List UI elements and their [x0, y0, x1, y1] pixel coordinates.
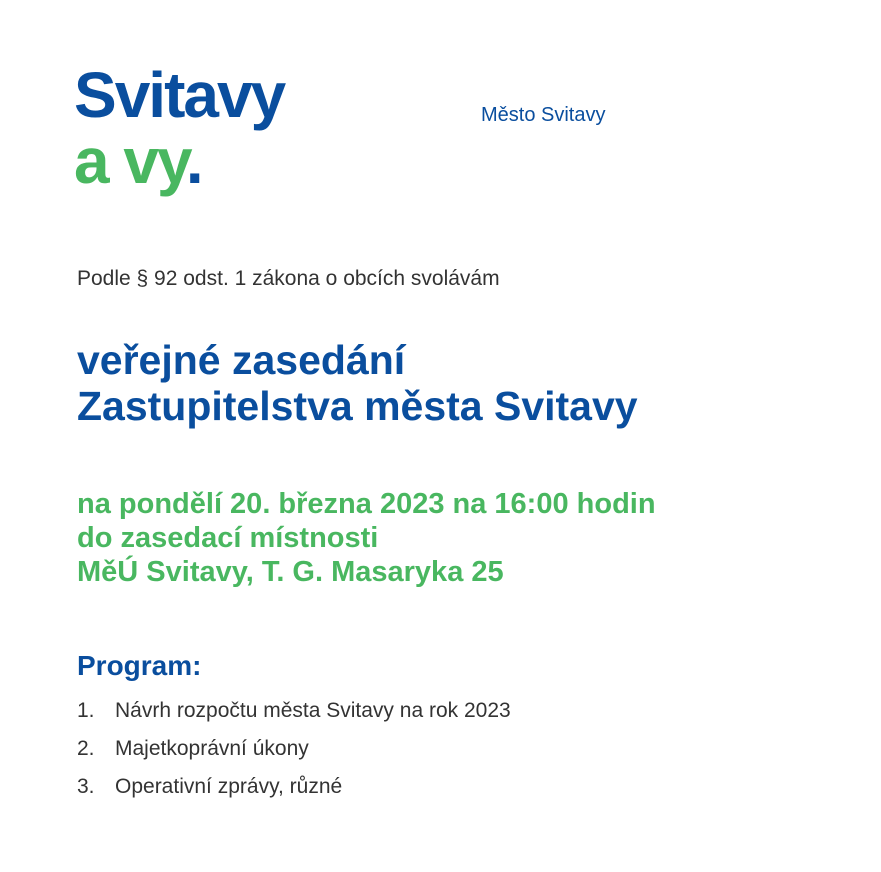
logo [74, 59, 285, 197]
program-list [77, 692, 511, 806]
logo-line1: Svitavy [74, 59, 285, 131]
item-number: 3. [77, 775, 95, 798]
program-heading: Program: [77, 650, 202, 681]
page-title [77, 337, 638, 429]
item-number: 1. [77, 699, 95, 722]
meeting-place-line-1: do zasedací místnosti [77, 522, 379, 554]
title-line-2: Zastupitelstva města Svitavy [77, 383, 638, 429]
meeting-place-line-2: MěÚ Svitavy, T. G. Masaryka 25 [77, 556, 504, 588]
item-text: Majetkoprávní úkony [115, 737, 309, 760]
meeting-date: na pondělí 20. března 2023 na 16:00 hodin [77, 488, 656, 520]
list-item [77, 730, 511, 768]
list-item [77, 768, 511, 806]
logo-line2-text: a vy [74, 125, 186, 197]
org-name: Město Svitavy [481, 104, 606, 126]
logo-dot: . [185, 125, 202, 197]
list-item [77, 692, 511, 730]
item-text: Návrh rozpočtu města Svitavy na rok 2023 [115, 699, 511, 722]
intro-text: Podle § 92 odst. 1 zákona o obcích svolávám [77, 267, 500, 290]
item-number: 2. [77, 737, 95, 760]
item-text: Operativní zprávy, různé [115, 775, 343, 798]
title-line-1: veřejné zasedání [77, 337, 406, 383]
logo-line2 [74, 125, 284, 197]
meeting-details [77, 487, 656, 589]
